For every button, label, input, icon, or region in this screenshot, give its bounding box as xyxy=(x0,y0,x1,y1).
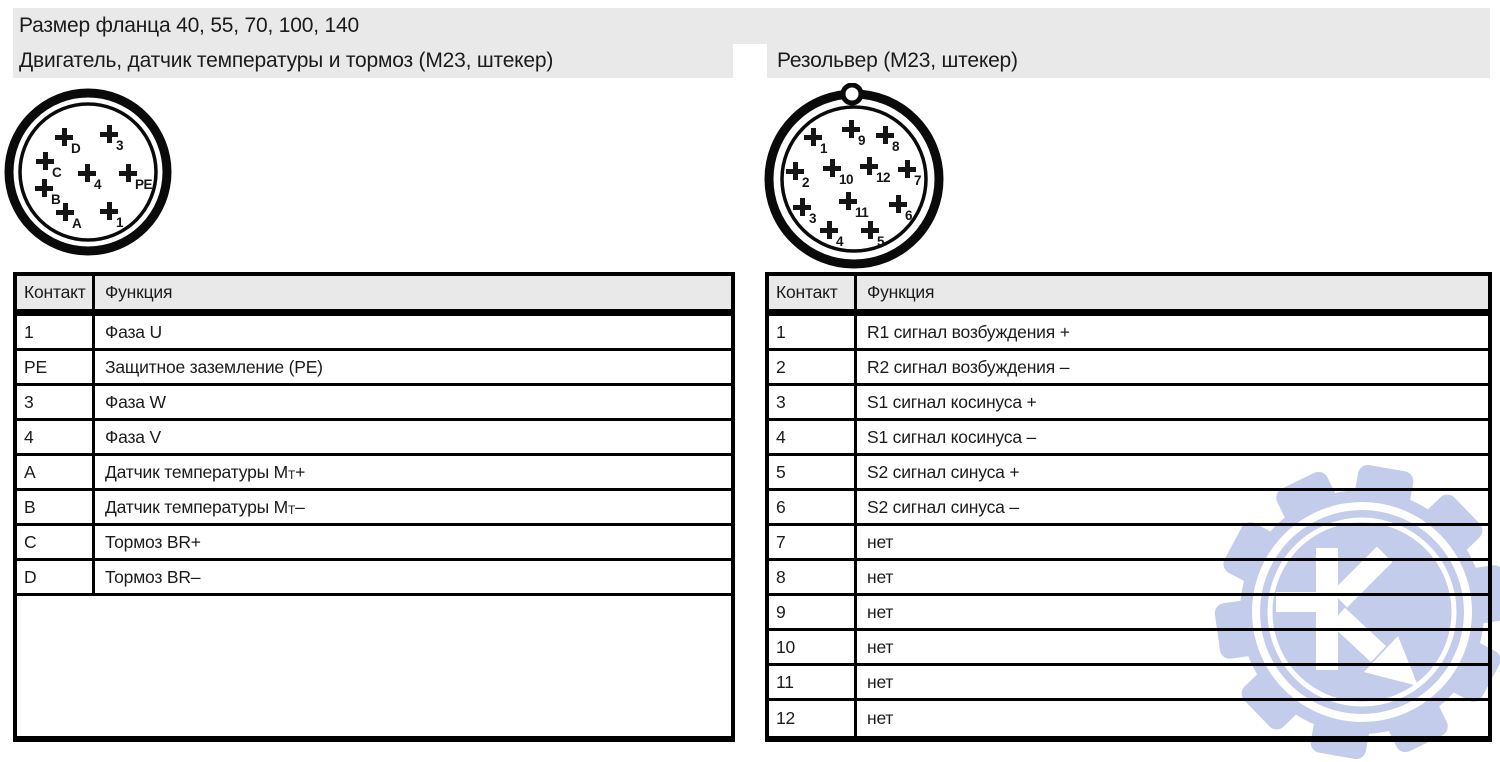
table-row xyxy=(769,456,1488,491)
contact-cell: 3 xyxy=(17,386,95,418)
contact-cell: A xyxy=(17,456,95,488)
contact-cell: 5 xyxy=(769,456,857,488)
table-row xyxy=(769,561,1488,596)
function-cell: Тормоз BR+ xyxy=(105,531,201,552)
table-row xyxy=(769,421,1488,456)
table-row xyxy=(769,631,1488,666)
table-row xyxy=(769,316,1488,351)
table-row xyxy=(17,561,731,596)
table-row xyxy=(17,526,731,561)
contact-column-header: Контакт xyxy=(769,276,857,309)
table-row xyxy=(769,491,1488,526)
function-cell: нет xyxy=(867,566,894,587)
resolver-connector-diagram xyxy=(755,83,959,273)
pin-label: 1 xyxy=(820,141,828,156)
pin-label: 11 xyxy=(855,205,869,220)
function-cell: Тормоз BR– xyxy=(105,566,201,587)
function-cell: Защитное заземление (PE) xyxy=(105,356,323,377)
table-row xyxy=(17,386,731,421)
pin-label: PE xyxy=(135,177,153,192)
function-column-header: Функция xyxy=(867,282,935,302)
contact-cell: C xyxy=(17,526,95,558)
contact-cell: 11 xyxy=(769,666,857,698)
pin-label: 9 xyxy=(858,133,866,148)
pin-label: 10 xyxy=(839,172,854,187)
table-row xyxy=(17,351,731,386)
function-cell: Фаза W xyxy=(105,391,166,412)
table-row xyxy=(769,596,1488,631)
function-cell: R2 сигнал возбуждения – xyxy=(867,356,1070,377)
table-row xyxy=(769,666,1488,701)
pin-label: 7 xyxy=(914,173,922,188)
pin-label: C xyxy=(52,165,62,180)
function-cell: Датчик температуры M T – xyxy=(105,496,305,517)
function-cell: нет xyxy=(867,708,894,728)
pin-label: A xyxy=(72,216,82,231)
contact-cell: 8 xyxy=(769,561,857,593)
pin-label: 8 xyxy=(892,139,900,154)
function-cell: R1 сигнал возбуждения + xyxy=(867,321,1070,342)
contact-cell: 1 xyxy=(769,316,857,348)
contact-cell: 4 xyxy=(17,421,95,453)
motor-section-title: Двигатель, датчик температуры и тормоз (M23, штекер) xyxy=(13,44,733,78)
function-cell: Фаза V xyxy=(105,426,161,447)
table-row xyxy=(17,421,731,456)
motor-connector-diagram xyxy=(0,85,180,265)
function-cell: нет xyxy=(867,636,894,657)
pin-label: 4 xyxy=(836,234,844,249)
contact-cell: 9 xyxy=(769,596,857,628)
function-cell: нет xyxy=(867,671,894,692)
contact-cell: 2 xyxy=(769,351,857,383)
pin-label: 4 xyxy=(94,177,102,192)
contact-cell: 4 xyxy=(769,421,857,453)
keying-notch-icon xyxy=(843,85,861,103)
resolver-section-title: Резольвер (M23, штекер) xyxy=(767,44,1490,78)
flange-size-header: Размер фланца 40, 55, 70, 100, 140 xyxy=(13,8,1490,44)
contact-cell: D xyxy=(17,561,95,593)
function-cell: S1 сигнал косинуса + xyxy=(867,391,1037,412)
function-cell: Датчик температуры M T + xyxy=(105,461,306,482)
contact-column-header: Контакт xyxy=(17,276,95,309)
function-column-header: Функция xyxy=(105,282,173,302)
motor-pin-table xyxy=(13,272,735,742)
table-row xyxy=(769,386,1488,421)
function-cell: S2 сигнал синуса + xyxy=(867,461,1020,482)
table-header-row xyxy=(17,276,731,316)
contact-cell: 12 xyxy=(769,701,857,736)
function-cell: S2 сигнал синуса – xyxy=(867,496,1019,517)
table-row xyxy=(17,456,731,491)
contact-cell: PE xyxy=(17,351,95,383)
function-cell: нет xyxy=(867,601,894,622)
pin-label: 2 xyxy=(802,175,810,190)
table-row xyxy=(17,491,731,526)
contact-cell: 7 xyxy=(769,526,857,558)
pin-label: 3 xyxy=(809,211,817,226)
pin-label: 6 xyxy=(905,208,913,223)
table-row xyxy=(769,701,1488,736)
pin-label: D xyxy=(71,141,81,156)
table-row xyxy=(17,316,731,351)
pin-label: 3 xyxy=(116,138,124,153)
pin-label: B xyxy=(51,192,61,207)
pin-label: 1 xyxy=(116,215,124,230)
function-cell: Фаза U xyxy=(105,321,162,342)
empty-table-cell xyxy=(17,596,731,736)
resolver-pin-table xyxy=(765,272,1492,742)
pin-label: 12 xyxy=(876,170,891,185)
contact-cell: B xyxy=(17,491,95,523)
table-header-row xyxy=(769,276,1488,316)
pin-label: 5 xyxy=(877,234,885,249)
contact-cell: 3 xyxy=(769,386,857,418)
table-row xyxy=(769,526,1488,561)
contact-cell: 10 xyxy=(769,631,857,663)
contact-cell: 6 xyxy=(769,491,857,523)
table-row xyxy=(769,351,1488,386)
function-cell: S1 сигнал косинуса – xyxy=(867,426,1037,447)
contact-cell: 1 xyxy=(17,316,95,348)
function-cell: нет xyxy=(867,531,894,552)
